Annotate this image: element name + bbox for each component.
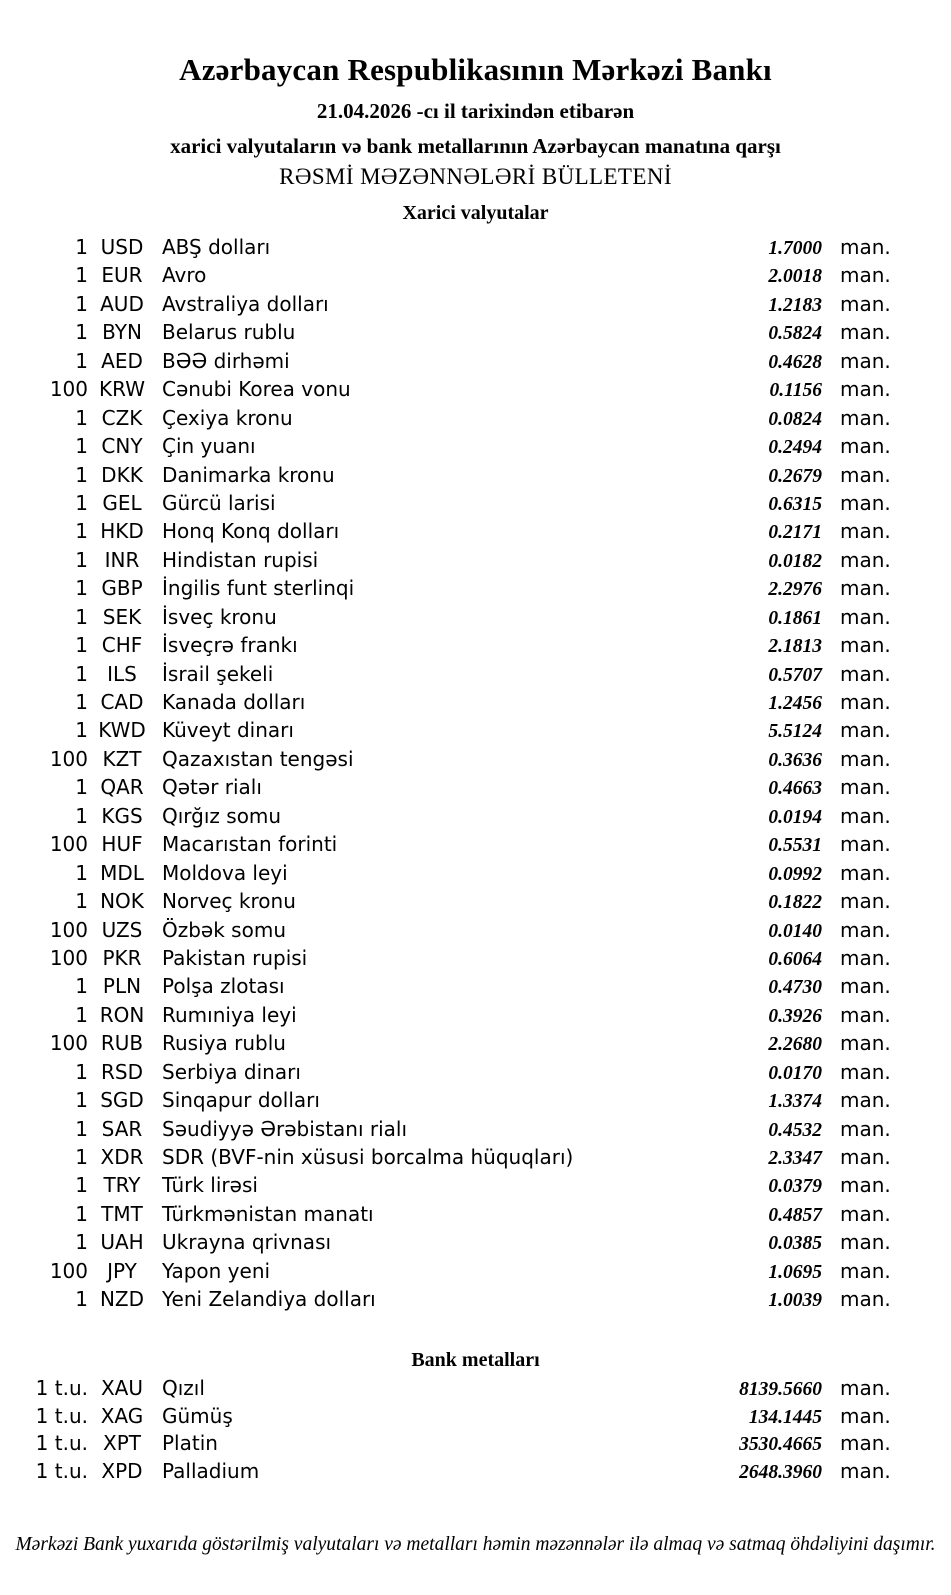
row-currency-name: Türkmənistan manatı <box>162 1201 374 1226</box>
table-row <box>0 574 951 602</box>
row-quantity: 1 <box>75 1230 88 1255</box>
row-quantity: 1 <box>75 803 88 828</box>
row-currency-name: Türk lirəsi <box>162 1173 258 1198</box>
row-rate-value: 0.5824 <box>768 323 822 345</box>
row-unit-label: man. <box>840 263 891 288</box>
row-currency-name: Platin <box>162 1431 218 1455</box>
row-currency-name: Qırğız somu <box>162 803 282 828</box>
row-currency-code: RSD <box>101 1059 143 1084</box>
row-quantity: 1 <box>75 604 88 629</box>
row-unit-label: man. <box>840 576 891 601</box>
row-rate-value: 134.1445 <box>748 1406 822 1428</box>
row-unit-label: man. <box>840 519 891 544</box>
row-quantity: 1 <box>75 490 88 515</box>
row-currency-code: PLN <box>102 974 142 999</box>
bank-title: Azərbaycan Respublikasının Mərkəzi Bankı <box>179 52 772 87</box>
row-rate-value: 1.2183 <box>768 294 822 316</box>
row-currency-code: HKD <box>100 519 144 544</box>
row-unit-label: man. <box>840 746 891 771</box>
row-currency-name: Kanada dolları <box>162 690 306 714</box>
row-rate-value: 2.0018 <box>768 266 822 288</box>
row-currency-code: DKK <box>101 462 143 487</box>
table-row <box>0 233 951 261</box>
row-currency-code: SAR <box>101 1116 143 1141</box>
row-rate-value: 3530.4665 <box>739 1434 822 1455</box>
row-currency-name: Gümüş <box>162 1403 233 1428</box>
row-quantity: 100 <box>49 746 88 771</box>
row-rate-value: 2648.3960 <box>739 1461 822 1483</box>
row-currency-code: KZT <box>102 746 142 771</box>
table-row <box>0 887 951 915</box>
section-title-metals: Bank metalları <box>411 1349 540 1371</box>
row-unit-label: man. <box>840 803 891 828</box>
row-rate-value: 2.2976 <box>768 579 822 601</box>
row-currency-code: UAH <box>100 1230 144 1255</box>
row-unit-label: man. <box>840 462 891 487</box>
row-currency-code: ILS <box>107 661 137 686</box>
row-currency-code: XAU <box>100 1376 144 1400</box>
row-currency-code: RON <box>99 1002 145 1027</box>
row-unit-label: man. <box>840 1258 891 1283</box>
row-unit-label: man. <box>840 1376 891 1400</box>
row-currency-code: TMT <box>101 1201 143 1226</box>
table-row <box>0 347 951 375</box>
row-currency-code: JPY <box>107 1258 137 1283</box>
row-quantity: 1 <box>75 1059 88 1084</box>
row-unit-label: man. <box>840 1201 891 1226</box>
row-quantity: 100 <box>49 945 88 970</box>
table-row <box>0 660 951 688</box>
row-quantity: 1 t.u. <box>35 1376 88 1400</box>
row-rate-value: 1.7000 <box>768 238 822 259</box>
row-currency-code: EUR <box>101 263 143 288</box>
row-unit-label: man. <box>840 1116 891 1141</box>
effective-date-line: 21.04.2026 -cı il tarixindən etibarən <box>316 99 635 123</box>
row-unit-label: man. <box>840 690 891 714</box>
row-quantity: 1 <box>75 1287 88 1312</box>
row-currency-name: SDR (BVF-nin xüsusi borcalma hüquqları) <box>162 1145 574 1169</box>
row-rate-value: 2.2680 <box>768 1034 822 1056</box>
row-quantity: 1 <box>75 860 88 885</box>
row-rate-value: 2.1813 <box>768 636 822 658</box>
row-quantity: 1 <box>75 1116 88 1141</box>
row-quantity: 1 <box>75 718 88 743</box>
row-currency-name: Rusiya rublu <box>162 1031 286 1056</box>
row-unit-label: man. <box>840 320 891 345</box>
row-currency-code: KRW <box>99 377 145 402</box>
row-quantity: 100 <box>49 377 88 402</box>
row-currency-code: PKR <box>102 945 142 970</box>
row-unit-label: man. <box>840 1431 891 1455</box>
row-currency-code: XAG <box>100 1403 144 1428</box>
row-rate-value: 0.2171 <box>768 522 822 544</box>
row-quantity: 1 <box>75 1088 88 1113</box>
row-currency-code: CHF <box>101 633 143 658</box>
row-rate-value: 1.3374 <box>768 1091 822 1113</box>
row-unit-label: man. <box>840 633 891 658</box>
row-currency-name: Avro <box>162 263 207 288</box>
table-row <box>0 1171 951 1199</box>
table-row <box>0 261 951 289</box>
table-row <box>0 1058 951 1086</box>
row-currency-name: İsveçrə frankı <box>162 633 298 658</box>
row-rate-value: 0.2494 <box>768 437 822 459</box>
row-quantity: 1 <box>75 1002 88 1027</box>
row-rate-value: 5.5124 <box>768 721 822 743</box>
table-row <box>0 773 951 801</box>
row-quantity: 1 t.u. <box>35 1403 88 1428</box>
row-unit-label: man. <box>840 1031 891 1056</box>
row-rate-value: 0.6315 <box>768 493 822 515</box>
table-row <box>0 432 951 460</box>
table-row <box>0 1257 951 1285</box>
table-row <box>0 1285 951 1313</box>
row-rate-value: 0.4628 <box>768 351 822 373</box>
row-currency-code: GEL <box>102 490 142 515</box>
table-row <box>0 461 951 489</box>
row-unit-label: man. <box>840 718 891 743</box>
bulletin-subtitle: xarici valyutaların və bank metallarının Azərbaycan manatına qarşı <box>170 134 781 158</box>
row-unit-label: man. <box>840 604 891 629</box>
row-unit-label: man. <box>840 377 891 402</box>
row-currency-name: Danimarka kronu <box>162 462 335 487</box>
row-rate-value: 0.0182 <box>768 550 822 572</box>
row-rate-value: 8139.5660 <box>739 1379 822 1400</box>
row-currency-name: Serbiya dinarı <box>162 1059 301 1084</box>
row-rate-value: 0.5531 <box>768 835 822 857</box>
row-unit-label: man. <box>840 1458 891 1483</box>
row-unit-label: man. <box>840 291 891 316</box>
row-currency-name: Çin yuanı <box>162 434 256 459</box>
row-currency-name: Moldova leyi <box>162 860 288 885</box>
row-quantity: 1 t.u. <box>35 1431 88 1455</box>
row-currency-name: Yeni Zelandiya dolları <box>162 1287 376 1312</box>
row-currency-name: Rumıniya leyi <box>162 1002 297 1027</box>
row-rate-value: 0.6064 <box>768 948 822 970</box>
row-currency-name: Hindistan rupisi <box>162 547 319 572</box>
row-quantity: 1 <box>75 434 88 459</box>
row-quantity: 100 <box>49 917 88 942</box>
table-row <box>0 1086 951 1114</box>
row-quantity: 1 <box>75 462 88 487</box>
row-rate-value: 0.0140 <box>768 920 822 942</box>
row-rate-value: 1.2456 <box>768 693 822 714</box>
row-currency-name: Yapon yeni <box>162 1258 271 1283</box>
footer-disclaimer: Mərkəzi Bank yuxarıda göstərilmiş valyutaları və metalları həmin məzənnələr ilə almaq və satmaq öhdəliyini daşımır. <box>15 1534 936 1555</box>
row-currency-name: Palladium <box>162 1458 260 1483</box>
row-rate-value: 0.4730 <box>768 977 822 999</box>
row-currency-code: HUF <box>101 832 143 857</box>
row-quantity: 1 <box>75 1173 88 1198</box>
row-currency-name: Səudiyyə Ərəbistanı rialı <box>162 1116 408 1141</box>
row-unit-label: man. <box>840 1230 891 1255</box>
row-quantity: 1 <box>75 547 88 572</box>
row-unit-label: man. <box>840 1002 891 1027</box>
row-rate-value: 0.4663 <box>768 778 822 800</box>
row-currency-code: XDR <box>100 1145 144 1169</box>
row-currency-code: XPT <box>103 1431 141 1455</box>
row-unit-label: man. <box>840 974 891 999</box>
row-currency-name: Belarus rublu <box>162 320 296 345</box>
table-row <box>0 916 951 944</box>
row-unit-label: man. <box>840 405 891 430</box>
row-currency-code: NZD <box>99 1287 145 1312</box>
row-currency-code: RUB <box>100 1031 144 1056</box>
row-currency-name: Ukrayna qrivnası <box>162 1230 332 1255</box>
row-currency-code: SEK <box>102 604 142 629</box>
row-rate-value: 1.0039 <box>768 1290 822 1312</box>
row-rate-value: 0.3926 <box>768 1005 822 1027</box>
row-unit-label: man. <box>840 860 891 885</box>
row-rate-value: 0.1861 <box>768 607 822 629</box>
table-row <box>0 716 951 744</box>
row-currency-code: KGS <box>101 803 143 828</box>
table-row <box>0 404 951 432</box>
row-quantity: 1 t.u. <box>35 1458 88 1483</box>
row-quantity: 1 <box>75 576 88 601</box>
bulletin-title: RƏSMİ MƏZƏNNƏLƏRİ BÜLLETENİ <box>279 164 672 189</box>
row-quantity: 1 <box>75 519 88 544</box>
row-rate-value: 0.0194 <box>768 806 822 828</box>
table-row <box>0 1228 951 1256</box>
table-row <box>0 489 951 517</box>
row-currency-name: Pakistan rupisi <box>162 945 308 970</box>
table-row <box>0 802 951 830</box>
row-currency-code: NOK <box>100 889 144 914</box>
row-currency-name: Norveç kronu <box>162 889 296 914</box>
row-quantity: 1 <box>75 320 88 345</box>
table-row <box>0 1115 951 1143</box>
row-quantity: 1 <box>75 690 88 714</box>
row-quantity: 1 <box>75 661 88 686</box>
row-quantity: 100 <box>49 1258 88 1283</box>
row-rate-value: 0.0379 <box>768 1176 822 1198</box>
row-currency-name: ABŞ dolları <box>162 235 271 259</box>
table-row <box>0 318 951 346</box>
table-row <box>0 944 951 972</box>
row-unit-label: man. <box>840 547 891 572</box>
section-title-currencies: Xarici valyutalar <box>402 202 549 224</box>
table-row <box>0 1375 951 1403</box>
table-row <box>0 1403 951 1431</box>
row-quantity: 1 <box>75 405 88 430</box>
row-quantity: 1 <box>75 348 88 373</box>
table-row <box>0 375 951 403</box>
row-currency-code: INR <box>104 547 140 572</box>
row-unit-label: man. <box>840 1088 891 1113</box>
row-unit-label: man. <box>840 1287 891 1312</box>
table-row <box>0 1143 951 1171</box>
row-currency-code: CAD <box>100 690 144 714</box>
row-currency-code: MDL <box>100 860 144 885</box>
row-currency-name: Qətər rialı <box>162 775 262 800</box>
table-row <box>0 517 951 545</box>
table-row <box>0 1001 951 1029</box>
row-currency-code: CZK <box>101 405 143 430</box>
row-rate-value: 0.3636 <box>768 749 822 771</box>
row-rate-value: 0.0170 <box>768 1062 822 1084</box>
row-quantity: 1 <box>75 633 88 658</box>
row-rate-value: 0.4857 <box>768 1204 822 1226</box>
row-quantity: 1 <box>75 889 88 914</box>
row-unit-label: man. <box>840 889 891 914</box>
table-row <box>0 603 951 631</box>
currencies-table <box>0 233 951 1314</box>
table-row <box>0 1458 951 1486</box>
row-unit-label: man. <box>840 917 891 942</box>
table-row <box>0 290 951 318</box>
row-currency-code: GBP <box>101 576 143 601</box>
row-currency-name: Macarıstan forinti <box>162 832 338 857</box>
table-row <box>0 688 951 716</box>
row-quantity: 1 <box>75 974 88 999</box>
row-currency-name: Cənubi Korea vonu <box>162 377 351 402</box>
row-quantity: 100 <box>49 1031 88 1056</box>
row-unit-label: man. <box>840 1173 891 1198</box>
row-quantity: 1 <box>75 291 88 316</box>
row-currency-name: Gürcü larisi <box>162 490 276 515</box>
table-row <box>0 745 951 773</box>
row-unit-label: man. <box>840 1145 891 1169</box>
table-row <box>0 1200 951 1228</box>
row-currency-code: AUD <box>100 291 144 316</box>
table-row <box>0 1430 951 1458</box>
table-row <box>0 1029 951 1057</box>
row-currency-name: Qızıl <box>162 1376 205 1400</box>
row-currency-code: TRY <box>103 1173 141 1198</box>
row-rate-value: 0.1822 <box>768 892 822 914</box>
table-row <box>0 830 951 858</box>
row-currency-code: UZS <box>101 917 143 942</box>
row-unit-label: man. <box>840 235 891 259</box>
row-unit-label: man. <box>840 1059 891 1084</box>
row-currency-name: Küveyt dinarı <box>162 718 294 743</box>
row-currency-code: BYN <box>102 320 142 345</box>
row-currency-name: BƏƏ dirhəmi <box>162 348 290 373</box>
row-currency-code: CNY <box>101 434 143 459</box>
table-row <box>0 546 951 574</box>
row-unit-label: man. <box>840 775 891 800</box>
metals-table <box>0 1375 951 1485</box>
table-row <box>0 972 951 1000</box>
row-currency-name: Avstraliya dolları <box>162 291 329 316</box>
table-row <box>0 631 951 659</box>
row-currency-code: QAR <box>100 775 144 800</box>
row-currency-code: SGD <box>100 1088 144 1113</box>
row-currency-name: Honq Konq dolları <box>162 519 340 544</box>
row-quantity: 1 <box>75 775 88 800</box>
row-currency-name: Qazaxıstan tengəsi <box>162 746 354 771</box>
row-rate-value: 0.4532 <box>768 1119 822 1141</box>
row-currency-name: Polşa zlotası <box>162 974 285 999</box>
row-rate-value: 0.5707 <box>768 664 822 686</box>
table-row <box>0 859 951 887</box>
row-currency-name: İngilis funt sterlinqi <box>162 576 355 601</box>
row-quantity: 1 <box>75 1145 88 1169</box>
row-quantity: 100 <box>49 832 88 857</box>
row-quantity: 1 <box>75 263 88 288</box>
row-currency-code: AED <box>101 348 143 373</box>
row-currency-code: XPD <box>101 1458 143 1483</box>
row-currency-code: USD <box>100 235 144 259</box>
row-unit-label: man. <box>840 490 891 515</box>
row-rate-value: 0.0992 <box>768 863 822 885</box>
row-rate-value: 1.0695 <box>768 1261 822 1283</box>
row-unit-label: man. <box>840 832 891 857</box>
row-quantity: 1 <box>75 1201 88 1226</box>
row-unit-label: man. <box>840 661 891 686</box>
row-unit-label: man. <box>840 434 891 459</box>
row-unit-label: man. <box>840 348 891 373</box>
row-unit-label: man. <box>840 1403 891 1428</box>
row-quantity: 1 <box>75 235 88 259</box>
row-rate-value: 0.0824 <box>768 408 822 430</box>
row-currency-code: KWD <box>98 718 146 743</box>
row-rate-value: 0.0385 <box>768 1233 822 1255</box>
row-currency-name: İsrail şekeli <box>162 661 274 686</box>
row-currency-name: Çexiya kronu <box>162 405 293 430</box>
row-rate-value: 0.2679 <box>768 465 822 487</box>
row-rate-value: 2.3347 <box>768 1148 822 1169</box>
row-unit-label: man. <box>840 945 891 970</box>
row-currency-name: Sinqapur dolları <box>162 1088 320 1113</box>
row-currency-name: Özbək somu <box>162 917 286 942</box>
row-rate-value: 0.1156 <box>769 380 822 402</box>
row-currency-name: İsveç kronu <box>162 604 277 629</box>
